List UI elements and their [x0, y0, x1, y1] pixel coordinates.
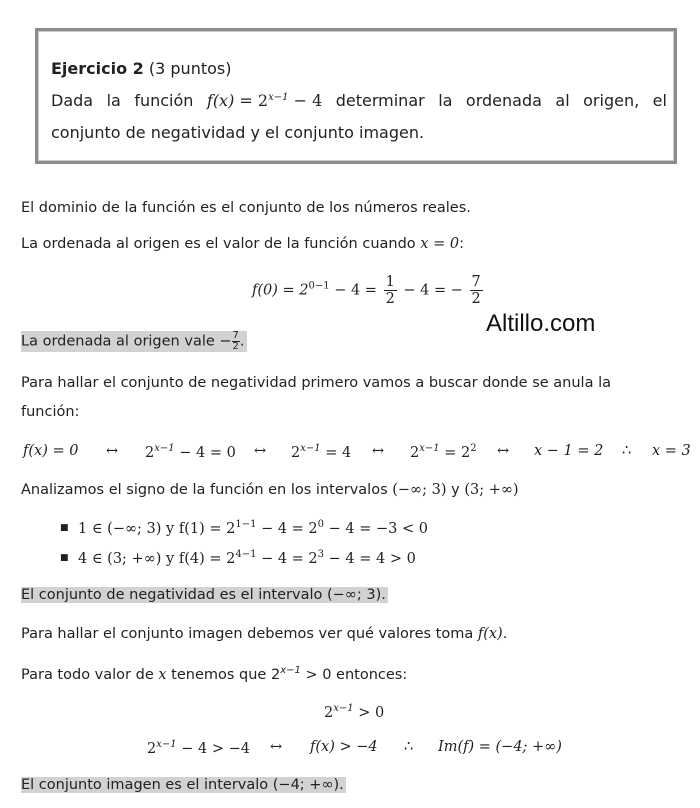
- chain-2b: − 4 = 0: [179, 445, 236, 461]
- stmt-word: al: [555, 91, 570, 110]
- exercise-box: [35, 28, 677, 164]
- stmt-word: la: [438, 91, 453, 110]
- watermark: Altillo.com: [486, 310, 596, 337]
- signo-intro: [21, 482, 519, 498]
- bullet-icon: ■: [60, 523, 69, 533]
- img-result: El conjunto imagen es el intervalo (−4; +∞).: [21, 777, 344, 793]
- ordenada-cond: x = 0: [420, 236, 460, 252]
- ordenada-intro: [21, 236, 464, 252]
- ordenada-result-frac: [232, 331, 240, 352]
- stmt-exp: x−1: [268, 92, 289, 103]
- ineq1-exp: x−1: [333, 703, 354, 714]
- bullet-2c: − 4 = 4 > 0: [328, 551, 416, 567]
- ineq2-c: f(x) > −4: [310, 739, 378, 755]
- therefore-symbol: ∴: [404, 739, 414, 755]
- ordenada-intro-text: La ordenada al origen es el valor de la función cuando: [21, 236, 416, 252]
- chain-2exp: x−1: [154, 443, 175, 454]
- chain-1: f(x) = 0: [23, 443, 79, 459]
- exercise-statement-line2: conjunto de negatividad y el conjunto imagen.: [51, 123, 425, 142]
- todo-a: Para todo valor de: [21, 667, 154, 683]
- bullet-1c: − 4 = −3 < 0: [328, 521, 428, 537]
- ineq2-arrow: ↔: [270, 739, 283, 755]
- stmt-word: origen,: [583, 91, 640, 110]
- chain-2a: 2: [145, 445, 155, 461]
- chain-4b: = 2: [444, 445, 471, 461]
- stmt-word: el: [652, 91, 667, 110]
- f0-equation: [252, 274, 485, 307]
- frac-result: [470, 274, 483, 307]
- signo-int1: (−∞; 3): [392, 482, 447, 498]
- chain-part: [410, 443, 477, 461]
- todo-exp: x−1: [280, 665, 301, 676]
- frac-den: 2: [471, 291, 481, 307]
- bullet-2exp2: 3: [317, 549, 325, 560]
- img-intro: [21, 626, 507, 642]
- f0-mid: − 4 =: [334, 282, 377, 299]
- img-intro-end: .: [502, 626, 508, 642]
- signo-int2: (3; +∞): [464, 482, 519, 498]
- frac-den: 2: [385, 291, 395, 307]
- chain-5: x − 1 = 2: [534, 443, 604, 459]
- chain-6: x = 3: [652, 443, 691, 459]
- bullet-item-1: [78, 519, 428, 537]
- inequality-2: [147, 739, 250, 757]
- exercise-title-bold: Ejercicio 2: [51, 59, 144, 78]
- ineq2-exp: x−1: [156, 739, 177, 750]
- bullet-2a: 4 ∈ (3; +∞) y f(4) = 2: [78, 551, 236, 567]
- f0-exp: 0−1: [308, 280, 330, 292]
- stmt-word: la: [106, 91, 121, 110]
- ineq2-a: 2: [147, 741, 157, 757]
- f0-mid2: − 4 = −: [403, 282, 463, 299]
- chain-3a: 2: [291, 445, 301, 461]
- bullet-1exp2: 0: [317, 519, 325, 530]
- inequality-1: [324, 703, 384, 721]
- chain-4exp2: 2: [470, 443, 477, 454]
- todo-x: x: [158, 667, 167, 683]
- ineq1-a: 2: [324, 705, 334, 721]
- ineq1-b: > 0: [358, 705, 385, 721]
- chain-4exp: x−1: [419, 443, 440, 454]
- exercise-statement-line1: [51, 91, 667, 110]
- stmt-minus4: − 4: [293, 91, 323, 110]
- img-intro-f: f(x): [477, 626, 503, 642]
- bullet-1b: − 4 = 2: [261, 521, 318, 537]
- signo-y: y: [451, 482, 460, 498]
- neg-result: El conjunto de negatividad es el intervalo (−∞; 3).: [21, 587, 386, 603]
- ordenada-result: [21, 331, 247, 352]
- stmt-word: ordenada: [465, 91, 542, 110]
- f0-left: f(0) = 2: [252, 282, 309, 299]
- todo-b: tenemos que 2: [171, 667, 281, 683]
- chain-part: [291, 443, 351, 461]
- chain-part: [145, 443, 236, 461]
- bullet-1exp: 1−1: [235, 519, 257, 530]
- frac-num: 7: [471, 274, 481, 290]
- signo-intro-text: Analizamos el signo de la función en los intervalos: [21, 482, 388, 498]
- ineq2-d: Im(f) = (−4; +∞): [438, 739, 562, 755]
- stmt-word: función: [134, 91, 194, 110]
- frac-den: 2: [232, 341, 239, 352]
- ordenada-result-text: La ordenada al origen vale −: [21, 333, 232, 350]
- frac-num: 1: [385, 274, 395, 290]
- todo-line: [21, 665, 407, 683]
- stmt-formula: [207, 91, 322, 110]
- todo-c: > 0 entonces:: [305, 667, 408, 683]
- bullet-item-2: [78, 549, 416, 567]
- chain-arrow: ↔: [254, 443, 267, 459]
- chain-4a: 2: [410, 445, 420, 461]
- stmt-word: determinar: [335, 91, 425, 110]
- exercise-title: [51, 59, 231, 78]
- frac-num: 7: [232, 330, 239, 341]
- neg-intro-line2: función:: [21, 404, 80, 420]
- stmt-f: f(x): [206, 91, 235, 110]
- therefore-symbol: ∴: [622, 443, 632, 459]
- stmt-eq: = 2: [239, 91, 269, 110]
- chain-arrow: ↔: [106, 443, 119, 459]
- neg-intro-line1: Para hallar el conjunto de negatividad primero vamos a buscar donde se anula la: [21, 375, 611, 391]
- chain-part: [23, 443, 78, 459]
- chain-3exp: x−1: [300, 443, 321, 454]
- bullet-1a: 1 ∈ (−∞; 3) y f(1) = 2: [78, 521, 236, 537]
- ordenada-result-end: .: [239, 333, 245, 350]
- bullet-icon: ■: [60, 553, 69, 563]
- ineq2-b: − 4 > −4: [181, 741, 250, 757]
- frac-half: [384, 274, 397, 307]
- bullet-2b: − 4 = 2: [261, 551, 318, 567]
- chain-arrow: ↔: [372, 443, 385, 459]
- chain-3b: = 4: [325, 445, 352, 461]
- stmt-word: Dada: [51, 91, 94, 110]
- chain-arrow: ↔: [497, 443, 510, 459]
- exercise-points: (3 puntos): [148, 59, 232, 78]
- dominio-text: El dominio de la función es el conjunto de los números reales.: [21, 200, 471, 216]
- img-intro-text: Para hallar el conjunto imagen debemos ver qué valores toma: [21, 626, 474, 642]
- bullet-2exp: 4−1: [235, 549, 257, 560]
- ordenada-colon: :: [459, 236, 464, 252]
